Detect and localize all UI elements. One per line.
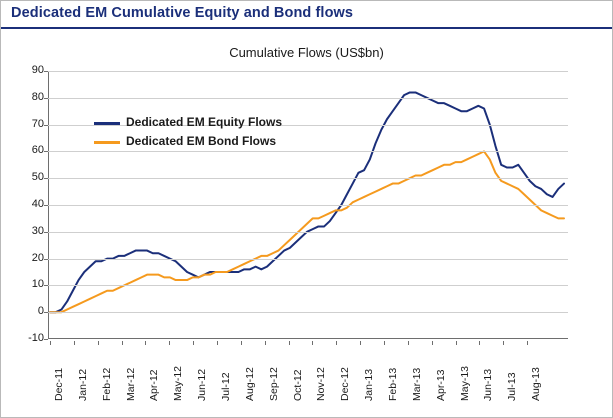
x-tickmark (360, 341, 361, 345)
x-tick-label: Jan-12 (76, 368, 89, 401)
x-tickmark (50, 341, 51, 345)
x-tick-label: Dec-12 (339, 367, 352, 401)
x-tick-label: May-12 (172, 365, 185, 401)
y-tick-label: 10 (31, 278, 44, 291)
y-tickmark (44, 312, 48, 313)
x-tick-label: Jan-13 (363, 368, 376, 401)
y-tickmark (44, 232, 48, 233)
y-tickmark (44, 151, 48, 152)
x-tick-label: Feb-13 (386, 367, 399, 401)
gridline (48, 232, 568, 233)
y-tick-label: 0 (37, 305, 44, 318)
x-tick-label: Jul-13 (506, 372, 519, 401)
x-tickmark (456, 341, 457, 345)
plot-area (48, 71, 568, 339)
y-tickmark (44, 71, 48, 72)
x-tickmark (336, 341, 337, 345)
y-tick-label: 80 (31, 90, 44, 103)
x-tickmark (479, 341, 480, 345)
x-tick-label: Mar-12 (124, 367, 137, 401)
x-tickmark (265, 341, 266, 345)
header-bar (1, 1, 612, 29)
y-tickmark (44, 339, 48, 340)
x-tickmark (122, 341, 123, 345)
y-tick-label: -10 (28, 332, 44, 344)
x-tick-label: May-13 (458, 365, 471, 401)
page-title: Dedicated EM Cumulative Equity and Bond flows (11, 5, 354, 21)
y-tickmark (44, 125, 48, 126)
x-tickmark (217, 341, 218, 345)
y-tickmark (44, 178, 48, 179)
x-tickmark (98, 341, 99, 345)
x-tick-label: Oct-12 (291, 369, 304, 401)
x-tickmark (193, 341, 194, 345)
x-axis-labels (48, 341, 568, 411)
x-tickmark (432, 341, 433, 345)
x-tick-label: Feb-12 (100, 367, 113, 401)
y-tick-label: 30 (31, 224, 44, 237)
y-axis-labels (6, 64, 44, 344)
legend-label-bond: Dedicated EM Bond Flows (126, 134, 277, 148)
x-tick-label: Nov-12 (315, 367, 328, 401)
x-tickmark (169, 341, 170, 345)
x-tick-label: Jul-12 (219, 372, 232, 401)
legend (94, 115, 324, 153)
x-tick-label: Mar-13 (410, 367, 423, 401)
x-tickmark (503, 341, 504, 345)
gridline (48, 285, 568, 286)
legend-swatch-equity (94, 122, 120, 125)
x-tick-label: Aug-13 (530, 367, 543, 401)
gridline (48, 178, 568, 179)
x-tick-label: Sep-12 (267, 367, 280, 401)
y-tick-label: 70 (31, 117, 44, 130)
y-tickmark (44, 98, 48, 99)
gridline (48, 312, 568, 313)
chart-title: Cumulative Flows (US$bn) (229, 45, 384, 60)
legend-swatch-bond (94, 141, 120, 144)
y-tick-label: 40 (31, 198, 44, 210)
x-tickmark (384, 341, 385, 345)
y-tickmark (44, 259, 48, 260)
x-tickmark (312, 341, 313, 345)
x-tickmark (74, 341, 75, 345)
x-tick-label: Apr-12 (148, 369, 161, 401)
gridline (48, 98, 568, 99)
x-tickmark (289, 341, 290, 345)
y-tickmark (44, 205, 48, 206)
gridline (48, 259, 568, 260)
x-tickmark (408, 341, 409, 345)
x-tickmark (145, 341, 146, 345)
x-tick-label: Jun-13 (482, 368, 495, 401)
y-tickmark (44, 285, 48, 286)
gridline (48, 71, 568, 72)
y-tick-label: 90 (31, 64, 44, 76)
y-tick-label: 60 (31, 144, 44, 157)
x-tick-label: Apr-13 (434, 369, 447, 401)
x-tick-label: Jun-12 (196, 368, 209, 401)
gridline (48, 205, 568, 206)
legend-label-equity: Dedicated EM Equity Flows (126, 115, 283, 129)
x-tickmark (527, 341, 528, 345)
y-tick-label: 50 (31, 171, 44, 184)
y-tick-label: 20 (31, 251, 44, 264)
x-tickmark (241, 341, 242, 345)
x-tick-label: Aug-12 (243, 367, 256, 401)
x-tick-label: Dec-11 (53, 367, 65, 401)
